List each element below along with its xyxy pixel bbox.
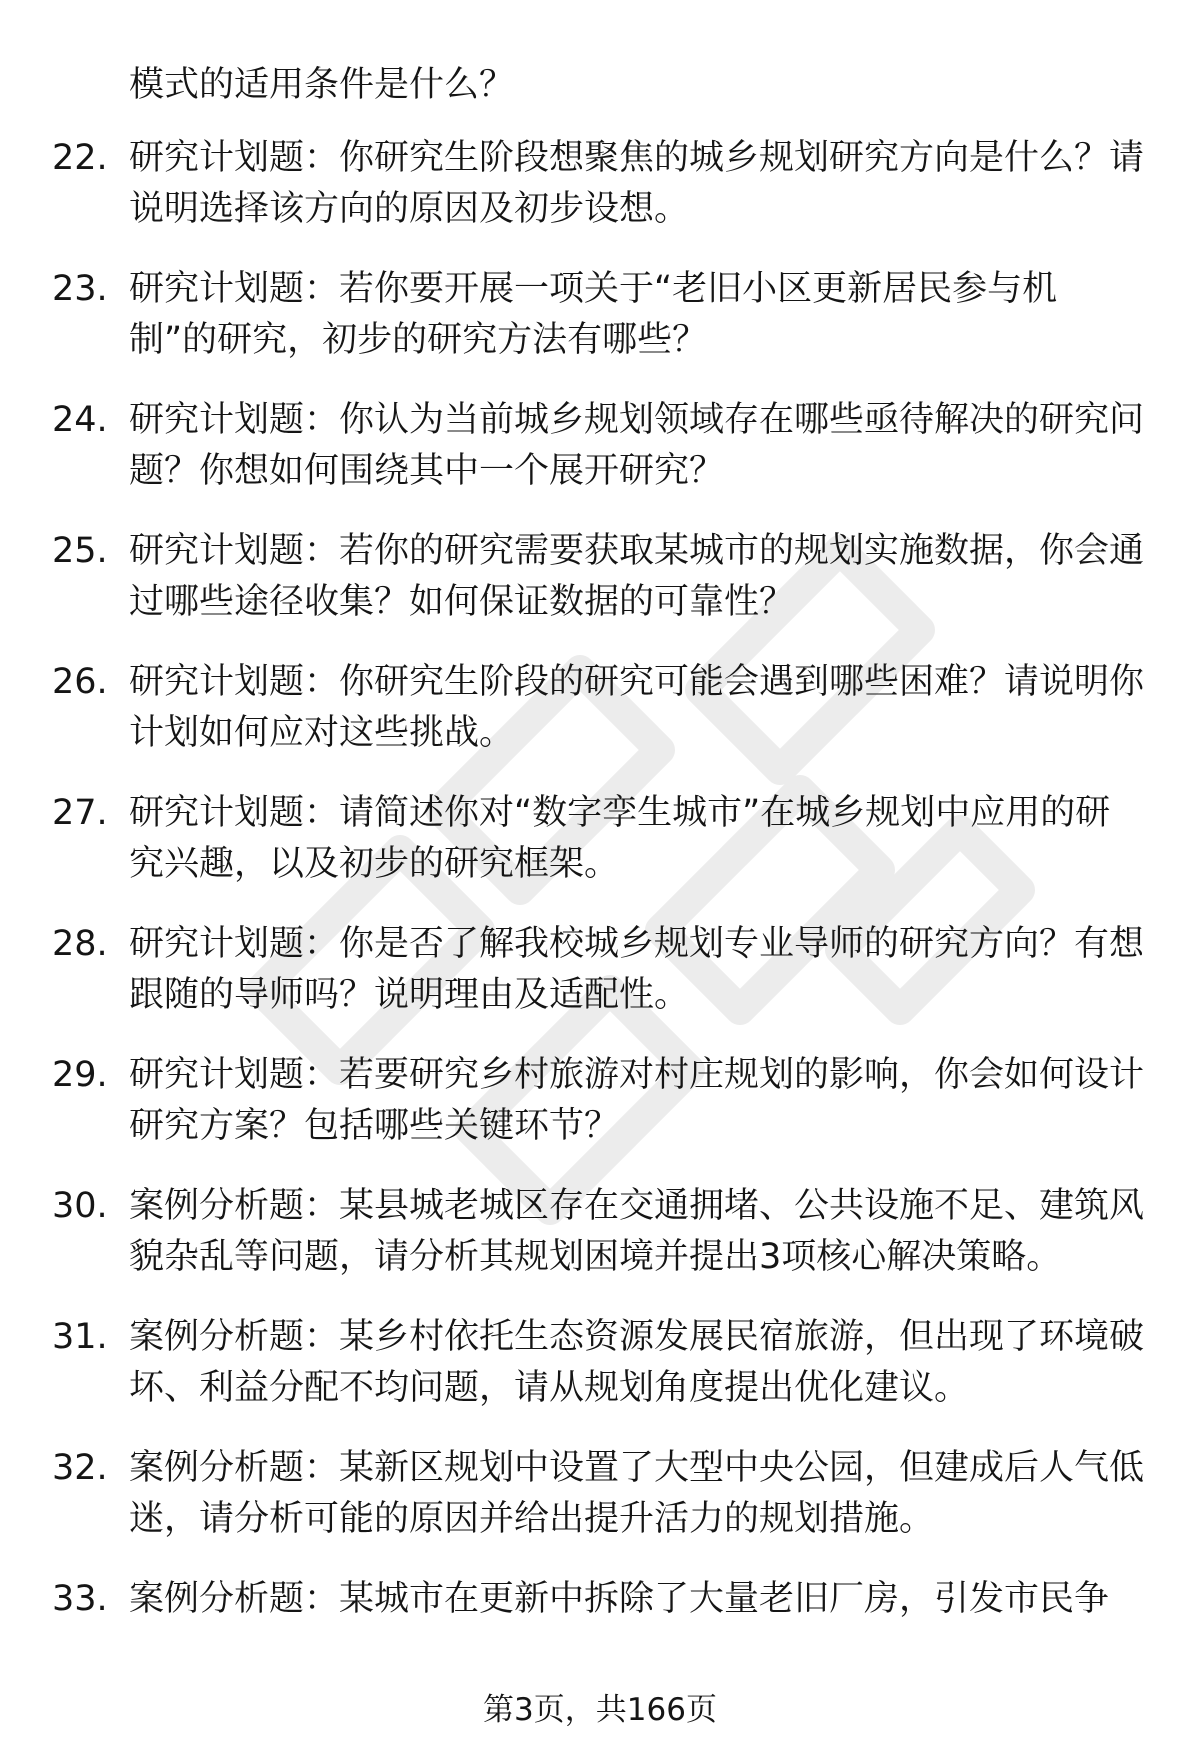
question-item-24 [0, 395, 1200, 526]
question-text: 研究计划题：请简述你对“数字孪生城市”在城乡规划中应用的研究兴趣，以及初步的研究框架。 [129, 793, 1111, 884]
question-number: 33. [52, 1579, 108, 1619]
question-text: 研究计划题：若要研究乡村旅游对村庄规划的影响，你会如何设计研究方案？包括哪些关键环节？ [129, 1055, 1145, 1146]
question-text: 研究计划题：你研究生阶段的研究可能会遇到哪些困难？请说明你计划如何应对这些挑战。 [129, 662, 1145, 753]
question-item-26 [0, 657, 1200, 788]
continued-question-text: 模式的适用条件是什么？ [129, 65, 515, 105]
question-number: 26. [52, 662, 108, 702]
question-number: 24. [52, 400, 108, 440]
question-number: 27. [52, 793, 108, 833]
question-item-29 [0, 1050, 1200, 1181]
question-text: 研究计划题：你研究生阶段想聚焦的城乡规划研究方向是什么？请说明选择该方向的原因及初步设想。 [129, 138, 1145, 229]
question-text: 案例分析题：某县城老城区存在交通拥堵、公共设施不足、建筑风貌杂乱等问题，请分析其规划困境并提出3项核心解决策略。 [129, 1186, 1145, 1277]
question-number: 22. [52, 138, 108, 178]
question-text: 案例分析题：某城市在更新中拆除了大量老旧厂房，引发市民争 [129, 1579, 1110, 1619]
question-item-31 [0, 1312, 1200, 1443]
question-item-32 [0, 1443, 1200, 1574]
question-number: 32. [52, 1448, 108, 1488]
question-number: 28. [52, 924, 108, 964]
question-text: 研究计划题：你认为当前城乡规划领域存在哪些亟待解决的研究问题？你想如何围绕其中一个展开研究？ [129, 400, 1145, 491]
question-text: 研究计划题：若你的研究需要获取某城市的规划实施数据，你会通过哪些途径收集？如何保证数据的可靠性？ [129, 531, 1145, 622]
question-list [0, 133, 1200, 1705]
question-number: 30. [52, 1186, 108, 1226]
question-text: 案例分析题：某新区规划中设置了大型中央公园，但建成后人气低迷，请分析可能的原因并给出提升活力的规划措施。 [129, 1448, 1145, 1539]
question-item-33 [0, 1574, 1200, 1705]
question-text: 案例分析题：某乡村依托生态资源发展民宿旅游，但出现了环境破坏、利益分配不均问题，请从规划角度提出优化建议。 [129, 1317, 1145, 1408]
question-item-27 [0, 788, 1200, 919]
question-item-28 [0, 919, 1200, 1050]
question-item-22 [0, 133, 1200, 264]
page-number-footer: 第3页，共166页 [483, 1692, 717, 1728]
question-number: 23. [52, 269, 108, 309]
question-number: 31. [52, 1317, 108, 1357]
question-item-23 [0, 264, 1200, 395]
question-number: 25. [52, 531, 108, 571]
question-item-30 [0, 1181, 1200, 1312]
question-text: 研究计划题：你是否了解我校城乡规划专业导师的研究方向？有想跟随的导师吗？说明理由及适配性。 [129, 924, 1145, 1015]
question-text: 研究计划题：若你要开展一项关于“老旧小区更新居民参与机制”的研究，初步的研究方法有哪些？ [129, 269, 1058, 360]
question-number: 29. [52, 1055, 108, 1095]
question-item-25 [0, 526, 1200, 657]
